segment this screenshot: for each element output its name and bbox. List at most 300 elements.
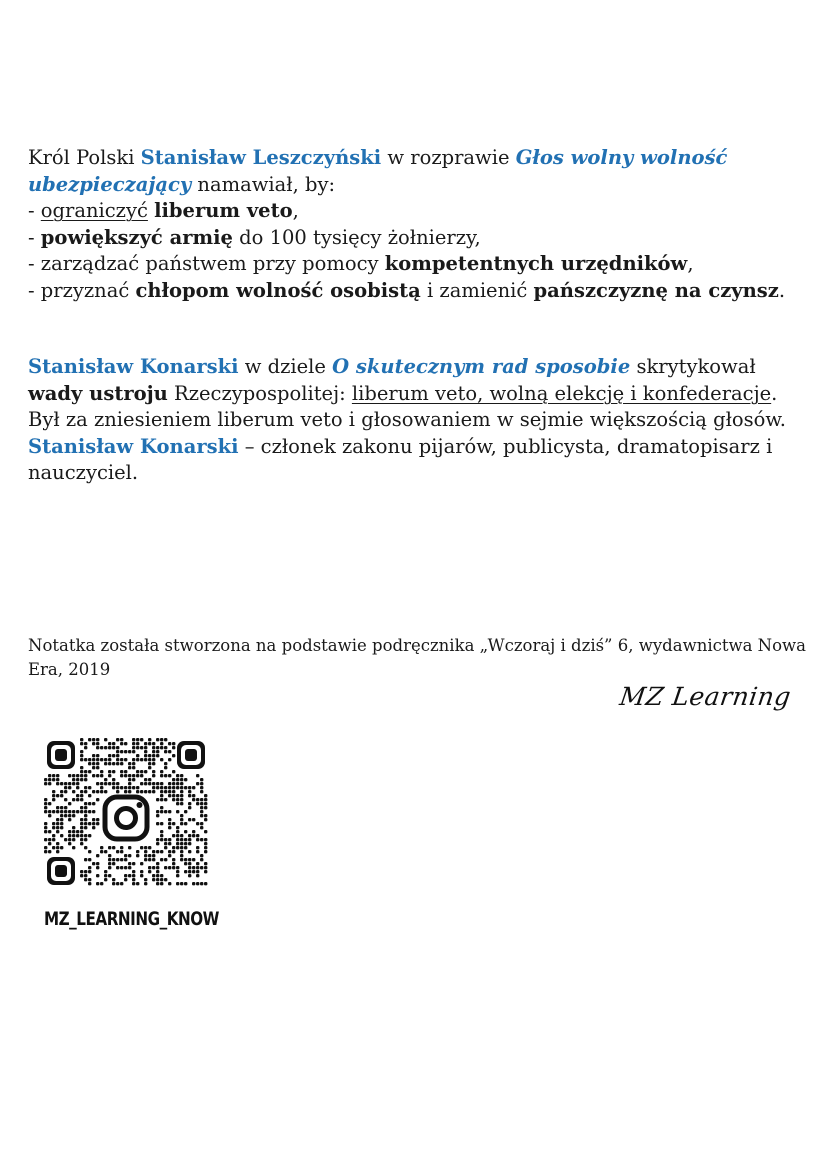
qr-module [84, 802, 87, 805]
qr-module [152, 874, 155, 877]
qr-module [160, 782, 163, 785]
qr-module [120, 770, 123, 773]
qr-module [140, 874, 143, 877]
qr-module [156, 874, 159, 877]
qr-module [108, 846, 111, 849]
qr-module [128, 866, 131, 869]
person-name: Stanisław Konarski [28, 434, 239, 458]
qr-module [172, 850, 175, 853]
qr-module [196, 846, 199, 849]
qr-module [124, 866, 127, 869]
qr-module [96, 862, 99, 865]
instagram-icon [100, 794, 152, 842]
qr-module [72, 826, 75, 829]
qr-module [204, 846, 207, 849]
qr-module [124, 758, 127, 761]
qr-module [108, 854, 111, 857]
qr-module [152, 850, 155, 853]
bullet-1: - ograniczyć liberum veto, [28, 199, 299, 223]
qr-module [88, 858, 91, 861]
qr-module [72, 774, 75, 777]
qr-module [92, 754, 95, 757]
qr-module [84, 814, 87, 817]
qr-module [84, 790, 87, 793]
qr-module [64, 806, 67, 809]
qr-module [156, 798, 159, 801]
qr-module [156, 754, 159, 757]
qr-module [44, 822, 47, 825]
qr-module [72, 810, 75, 813]
qr-module [204, 802, 207, 805]
qr-module [160, 882, 163, 885]
qr-module [200, 798, 203, 801]
qr-module [180, 846, 183, 849]
qr-module [160, 786, 163, 789]
qr-module [164, 790, 167, 793]
qr-module [96, 782, 99, 785]
qr-module [112, 746, 115, 749]
qr-module [160, 770, 163, 773]
qr-module [84, 758, 87, 761]
qr-module [180, 814, 183, 817]
qr-module [44, 838, 47, 841]
qr-module [188, 858, 191, 861]
qr-module [88, 882, 91, 885]
qr-module [156, 850, 159, 853]
qr-module [148, 738, 151, 741]
qr-module [88, 878, 91, 881]
qr-module [112, 742, 115, 745]
qr-module [188, 786, 191, 789]
qr-module [204, 806, 207, 809]
qr-module [60, 790, 63, 793]
qr-module [148, 754, 151, 757]
qr-module [164, 878, 167, 881]
qr-module [80, 818, 83, 821]
qr-module [88, 738, 91, 741]
qr-module [84, 818, 87, 821]
qr-module [48, 838, 51, 841]
qr-module [188, 818, 191, 821]
qr-module [180, 834, 183, 837]
qr-module [164, 798, 167, 801]
qr-module [112, 770, 115, 773]
qr-module [128, 854, 131, 857]
qr-module [92, 862, 95, 865]
qr-module [160, 798, 163, 801]
person-name: Stanisław Leszczyński [140, 146, 382, 169]
qr-module [172, 822, 175, 825]
qr-module [172, 742, 175, 745]
qr-module [52, 838, 55, 841]
qr-module [92, 758, 95, 761]
qr-module [200, 854, 203, 857]
qr-module [136, 790, 139, 793]
qr-module [56, 846, 59, 849]
qr-module [144, 854, 147, 857]
qr-module [64, 798, 67, 801]
qr-module [76, 782, 79, 785]
text: – członek zakonu pijarów, publicysta, dramatopisarz i nauczyciel. [28, 434, 773, 485]
qr-module [96, 790, 99, 793]
qr-module [56, 850, 59, 853]
qr-module [168, 882, 171, 885]
qr-module [144, 758, 147, 761]
qr-module [148, 782, 151, 785]
qr-module [188, 866, 191, 869]
qr-module [176, 786, 179, 789]
qr-module [92, 742, 95, 745]
qr-module [108, 858, 111, 861]
qr-module [96, 754, 99, 757]
qr-module [196, 822, 199, 825]
qr-module [200, 778, 203, 781]
qr-module [192, 818, 195, 821]
qr-module [176, 834, 179, 837]
qr-module [76, 778, 79, 781]
qr-module [192, 866, 195, 869]
qr-module [188, 790, 191, 793]
qr-module [112, 846, 115, 849]
qr-module [176, 778, 179, 781]
qr-module [176, 802, 179, 805]
qr-module [120, 742, 123, 745]
qr-module [156, 822, 159, 825]
qr-module [72, 778, 75, 781]
qr-module [140, 758, 143, 761]
qr-module [88, 850, 91, 853]
qr-module [140, 862, 143, 865]
qr-module [84, 826, 87, 829]
qr-module [164, 786, 167, 789]
qr-module [180, 858, 183, 861]
qr-module [80, 870, 83, 873]
qr-module [104, 738, 107, 741]
qr-module [88, 762, 91, 765]
qr-module [196, 798, 199, 801]
qr-module [80, 766, 83, 769]
qr-module [96, 822, 99, 825]
qr-module [116, 750, 119, 753]
qr-module [60, 810, 63, 813]
qr-module [188, 802, 191, 805]
qr-module [196, 874, 199, 877]
qr-module [56, 818, 59, 821]
qr-module [172, 778, 175, 781]
qr-module [68, 810, 71, 813]
qr-module [204, 882, 207, 885]
qr-module [172, 790, 175, 793]
qr-module [172, 770, 175, 773]
qr-module [184, 822, 187, 825]
qr-module [72, 814, 75, 817]
qr-module [160, 878, 163, 881]
qr-module [88, 758, 91, 761]
qr-module [172, 834, 175, 837]
qr-module [156, 786, 159, 789]
qr-module [48, 830, 51, 833]
qr-module [152, 762, 155, 765]
qr-module [152, 858, 155, 861]
qr-module [144, 746, 147, 749]
qr-module [116, 762, 119, 765]
qr-module [172, 866, 175, 869]
qr-module [120, 750, 123, 753]
qr-module [104, 762, 107, 765]
qr-module [48, 842, 51, 845]
qr-module [92, 826, 95, 829]
qr-module [128, 790, 131, 793]
qr-module [108, 742, 111, 745]
qr-module [200, 814, 203, 817]
qr-module [168, 774, 171, 777]
qr-module [164, 866, 167, 869]
qr-module [176, 866, 179, 869]
qr-module [168, 790, 171, 793]
qr-module [120, 758, 123, 761]
qr-module [140, 738, 143, 741]
qr-module [196, 882, 199, 885]
qr-module [100, 758, 103, 761]
qr-module [116, 858, 119, 861]
qr-module [56, 826, 59, 829]
finder-top-right [177, 741, 205, 769]
qr-module [180, 850, 183, 853]
qr-module [160, 806, 163, 809]
qr-module [72, 846, 75, 849]
qr-module [196, 782, 199, 785]
qr-module [108, 866, 111, 869]
qr-module [72, 834, 75, 837]
qr-module [100, 786, 103, 789]
qr-module [96, 882, 99, 885]
qr-module [176, 794, 179, 797]
qr-module [168, 810, 171, 813]
qr-module [144, 858, 147, 861]
qr-module [168, 794, 171, 797]
qr-module [96, 758, 99, 761]
qr-module [48, 774, 51, 777]
qr-module [120, 866, 123, 869]
finder-top-left [47, 741, 75, 769]
qr-module [180, 882, 183, 885]
qr-module [188, 794, 191, 797]
qr-module [76, 834, 79, 837]
qr-module [56, 830, 59, 833]
qr-module [116, 850, 119, 853]
qr-module [44, 810, 47, 813]
qr-module [48, 850, 51, 853]
qr-module [156, 862, 159, 865]
qr-module [192, 834, 195, 837]
qr-module [160, 758, 163, 761]
qr-module [176, 846, 179, 849]
qr-module [84, 774, 87, 777]
qr-module [180, 798, 183, 801]
qr-module [176, 842, 179, 845]
qr-module [136, 742, 139, 745]
qr-module [152, 790, 155, 793]
qr-module [160, 830, 163, 833]
qr-module [120, 786, 123, 789]
qr-module [136, 786, 139, 789]
qr-module [112, 862, 115, 865]
qr-module [52, 794, 55, 797]
qr-module [92, 774, 95, 777]
qr-module [156, 750, 159, 753]
qr-module [156, 814, 159, 817]
qr-module [48, 810, 51, 813]
emphasis: wady ustroju [28, 381, 168, 405]
qr-module [52, 834, 55, 837]
qr-module [80, 770, 83, 773]
qr-module [200, 882, 203, 885]
qr-module [204, 818, 207, 821]
qr-module [196, 838, 199, 841]
qr-module [152, 754, 155, 757]
qr-module [144, 750, 147, 753]
paragraph-leszczynski [28, 145, 808, 305]
qr-module [84, 778, 87, 781]
qr-module [204, 830, 207, 833]
qr-module [176, 882, 179, 885]
qr-module [120, 774, 123, 777]
qr-module [96, 798, 99, 801]
paragraph-konarski [28, 354, 808, 487]
qr-module [88, 786, 91, 789]
text: . Był za zniesieniem liberum veto i głosowaniem w sejmie większością głosów. [28, 381, 786, 432]
qr-module [128, 874, 131, 877]
bullet-4: - przyznać chłopom wolność osobistą i zamienić pańszczyznę na czynsz. [28, 278, 786, 302]
qr-module [136, 746, 139, 749]
qr-module [140, 746, 143, 749]
source-note: Notatka została stworzona na podstawie podręcznika „Wczoraj i dziś” 6, wydawnictwa Nowa Era, 2019 [28, 636, 807, 679]
qr-module [196, 862, 199, 865]
instagram-handle: MZ_LEARNING_KNOW [44, 908, 219, 930]
qr-module [100, 774, 103, 777]
qr-module [168, 838, 171, 841]
qr-module [64, 814, 67, 817]
qr-module [92, 822, 95, 825]
qr-module [180, 794, 183, 797]
qr-module [156, 882, 159, 885]
qr-module [128, 774, 131, 777]
qr-module [80, 826, 83, 829]
qr-module [156, 878, 159, 881]
qr-module [132, 878, 135, 881]
qr-module [92, 790, 95, 793]
qr-module [180, 802, 183, 805]
qr-module [104, 758, 107, 761]
qr-module [64, 786, 67, 789]
qr-module [132, 742, 135, 745]
qr-module [168, 750, 171, 753]
qr-module [204, 870, 207, 873]
qr-module [200, 806, 203, 809]
qr-module [64, 838, 67, 841]
qr-module [140, 846, 143, 849]
qr-module [80, 790, 83, 793]
qr-module [176, 798, 179, 801]
qr-module [196, 774, 199, 777]
qr-module [172, 786, 175, 789]
qr-module [176, 830, 179, 833]
qr-module [172, 858, 175, 861]
qr-module [88, 866, 91, 869]
qr-module [108, 782, 111, 785]
qr-module [72, 798, 75, 801]
qr-module [84, 742, 87, 745]
qr-module [96, 738, 99, 741]
qr-module [112, 754, 115, 757]
qr-module [176, 782, 179, 785]
qr-module [160, 746, 163, 749]
qr-module [160, 858, 163, 861]
qr-module [172, 798, 175, 801]
text: Rzeczypospolitej: [167, 381, 352, 405]
qr-module [136, 854, 139, 857]
qr-module [84, 834, 87, 837]
qr-module [192, 882, 195, 885]
qr-module [184, 842, 187, 845]
qr-module [204, 842, 207, 845]
qr-module [160, 874, 163, 877]
qr-module [192, 798, 195, 801]
qr-module [152, 770, 155, 773]
qr-module [80, 794, 83, 797]
qr-module [192, 858, 195, 861]
qr-module [152, 742, 155, 745]
qr-module [104, 790, 107, 793]
underlined-text: liberum veto, wolną elekcję i konfederacje [351, 381, 772, 405]
qr-module [52, 810, 55, 813]
qr-module [156, 838, 159, 841]
qr-module [132, 758, 135, 761]
qr-module [108, 770, 111, 773]
qr-module [144, 742, 147, 745]
qr-module [200, 866, 203, 869]
qr-module [84, 822, 87, 825]
qr-module [176, 826, 179, 829]
qr-module [204, 814, 207, 817]
qr-module [132, 750, 135, 753]
qr-module [204, 866, 207, 869]
qr-module [184, 870, 187, 873]
qr-module [68, 802, 71, 805]
qr-module [204, 794, 207, 797]
qr-module [120, 858, 123, 861]
qr-module [96, 746, 99, 749]
qr-module [168, 854, 171, 857]
qr-module [144, 778, 147, 781]
qr-module [132, 762, 135, 765]
qr-module [196, 802, 199, 805]
text: namawiał, by: [191, 172, 336, 196]
qr-module [156, 842, 159, 845]
qr-module [80, 778, 83, 781]
qr-module [124, 858, 127, 861]
qr-module [52, 774, 55, 777]
qr-module [68, 818, 71, 821]
qr-module [48, 782, 51, 785]
qr-module [164, 810, 167, 813]
qr-module [60, 834, 63, 837]
qr-module [180, 818, 183, 821]
qr-module [72, 830, 75, 833]
finder-bottom-left [47, 857, 75, 885]
qr-module [44, 846, 47, 849]
qr-module [172, 746, 175, 749]
